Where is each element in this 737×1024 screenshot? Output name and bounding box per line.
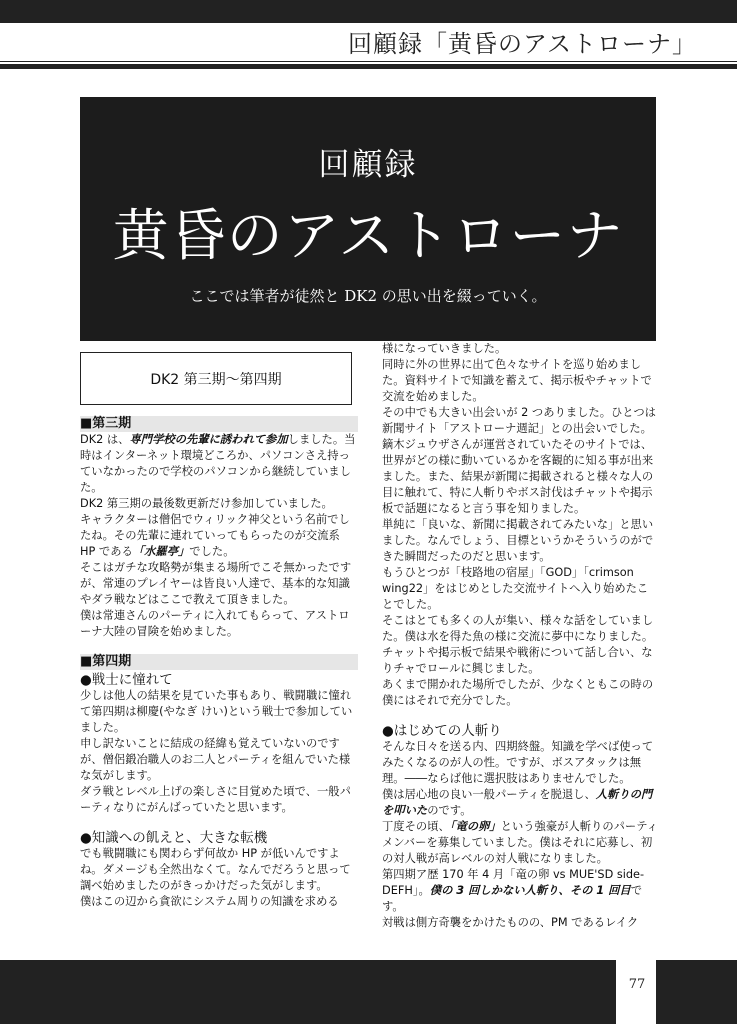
paragraph: 単純に「良いな、新聞に掲載されてみたいな」と思いました。なんでしょう、目標というかそういうのができた瞬間だったのだと思います。 (382, 518, 654, 563)
text: という強豪が人斬りのパーティメンバーを募集していました。僕はそれに応募し、初の対人戦が高レベルの対人戦になりました。 (382, 820, 658, 865)
page-number: 77 (628, 977, 646, 992)
hero-title: 黄昏のアストローナ (112, 204, 624, 269)
paragraph: そこはとても多くの人が集い、様々な話をしていました。僕は水を得た魚の様に交流に夢中になりました。チャットや掲示板で結果や戦術について話し合い、なりチャでロールに興じました。 (382, 614, 654, 675)
emphasis: 僕の 3 回しかない人斬り、その 1 回目 (429, 884, 631, 897)
emphasis: 「竜の卵」 (449, 820, 501, 833)
paragraph: でも戦闘職にも関わらず何故か HP が低いんですよね。ダメージも全然出なくて。なんでだろうと思って調べ始めましたのがきっかけだった気がします。 (80, 847, 351, 892)
text: です。 (382, 884, 643, 913)
paragraph: その中でも大きい出会いが 2 つありました。ひとつは新聞サイト「アストローナ週記」との出会いでした。 (382, 406, 656, 435)
text: のです。 (427, 804, 472, 817)
paragraph (80, 432, 358, 496)
hero-kicker: 回顧録 (318, 147, 418, 183)
right-column (382, 341, 658, 931)
header-title: 回顧録「黄昏のアストローナ」 (347, 30, 697, 58)
text: 僕は居心地の良い一般パーティを脱退し、 (382, 788, 596, 801)
hero-banner (80, 97, 656, 341)
emphasis: 「水羅亭」 (132, 545, 190, 558)
section-heading: ■第四期 (80, 654, 358, 670)
paragraph: 申し訳ないことに結成の経緯も覚えていないのですが、僧侶鍛冶職人のお二人とパーティを組んでいた様な気がします。 (80, 737, 351, 782)
paragraph (80, 512, 358, 560)
left-column (80, 416, 358, 910)
paragraph: 僕は常連さんのパーティに入れてもらって、アストローナ大陸の冒険を始めました。 (80, 609, 350, 638)
paragraph: 同時に外の世界に出て色々なサイトを巡り始めました。資料サイトで知識を蓄えて、掲示板やチャットで交流を始めました。 (382, 358, 652, 403)
paragraph: ダラ戦とレベル上げの楽しさに目覚めた頃で、一般パーティなりにがんばっていたと思います。 (80, 785, 351, 814)
text: キャラクターは僧侶でウィリック神父という名前でしたね。その先輩に連れていってもらったのが交流系 HP である (80, 513, 350, 558)
paragraph (382, 867, 658, 915)
text: 第四期ア歴 170 年 4 月「竜の卵 vs MUE'SD side-DEFH」。 (382, 868, 645, 897)
subheading: ●知識への飢えと、大きな転機 (80, 830, 268, 846)
paragraph: 様になっていきました。 (382, 342, 507, 355)
text: DK2 は、 (80, 433, 130, 446)
paragraph: 対戦は側方奇襲をかけたものの、PM であるレイク (382, 916, 639, 929)
paragraph: そんな日々を送る内、四期終盤。知識を学べば使ってみたくなるのが人の性。ですが、ボスアタックは無理。――ならば他に選択肢はありませんでした。 (382, 740, 654, 785)
top-rule (0, 64, 737, 69)
paragraph (382, 819, 658, 867)
paragraph: DK2 第三期の最後数更新だけ参加していました。 (80, 497, 333, 510)
text: でした。 (189, 545, 235, 558)
paragraph: そこはガチな攻略勢が集まる場所でこそ無かったですが、常連のプレイヤーは皆良い人達で、基本的な知識やダラ戦などはここで教えて頂きました。 (80, 561, 352, 606)
paragraph: あくまで開かれた場所でしたが、少なくともこの時の僕にはそれで充分でした。 (382, 678, 654, 707)
section-box: DK2 第三期〜第四期 (80, 352, 352, 405)
emphasis: 専門学校の先輩に誘われて参加 (129, 433, 288, 446)
subheading: ●戦士に憧れて (80, 672, 173, 688)
section-heading: ■第三期 (80, 416, 358, 432)
paragraph: 鏑木ジュウザさんが運営されていたそのサイトでは、世界がどの様に動いているかを客観的に知る事が出来ました。また、結果が新聞に掲載されると様々な人の目に触れて、特に人斬りやボス討伐はチャットや掲示板で話題になると言う事を知りました。 (382, 438, 654, 515)
paragraph: 少しは他人の結果を見ていた事もあり、戦闘職に憧れて第四期は柳慶(やなぎ けい)という戦士で参加していました。 (80, 689, 353, 734)
paragraph: 僕はこの辺から貪欲にシステム周りの知識を求める (80, 895, 339, 908)
hero-subtitle: ここでは筆者が徒然と DK2 の思い出を綴っていく。 (189, 287, 547, 305)
subheading: ●はじめての人斬り (382, 723, 502, 739)
paragraph: もうひとつが「枝路地の宿屋」「GOD」「crimson wing22」をはじめとした交流サイトへ入り始めたことでした。 (382, 566, 649, 611)
text: しました。当時はインターネット環境どころか、パソコンさえ持っていなかったので学校のパソコンから継続していました。 (80, 433, 356, 494)
text: 丁度その頃、 (382, 820, 450, 833)
paragraph (382, 787, 658, 819)
emphasis: 人斬りの門を叩いた (382, 788, 653, 817)
page-number-box (614, 960, 658, 1024)
